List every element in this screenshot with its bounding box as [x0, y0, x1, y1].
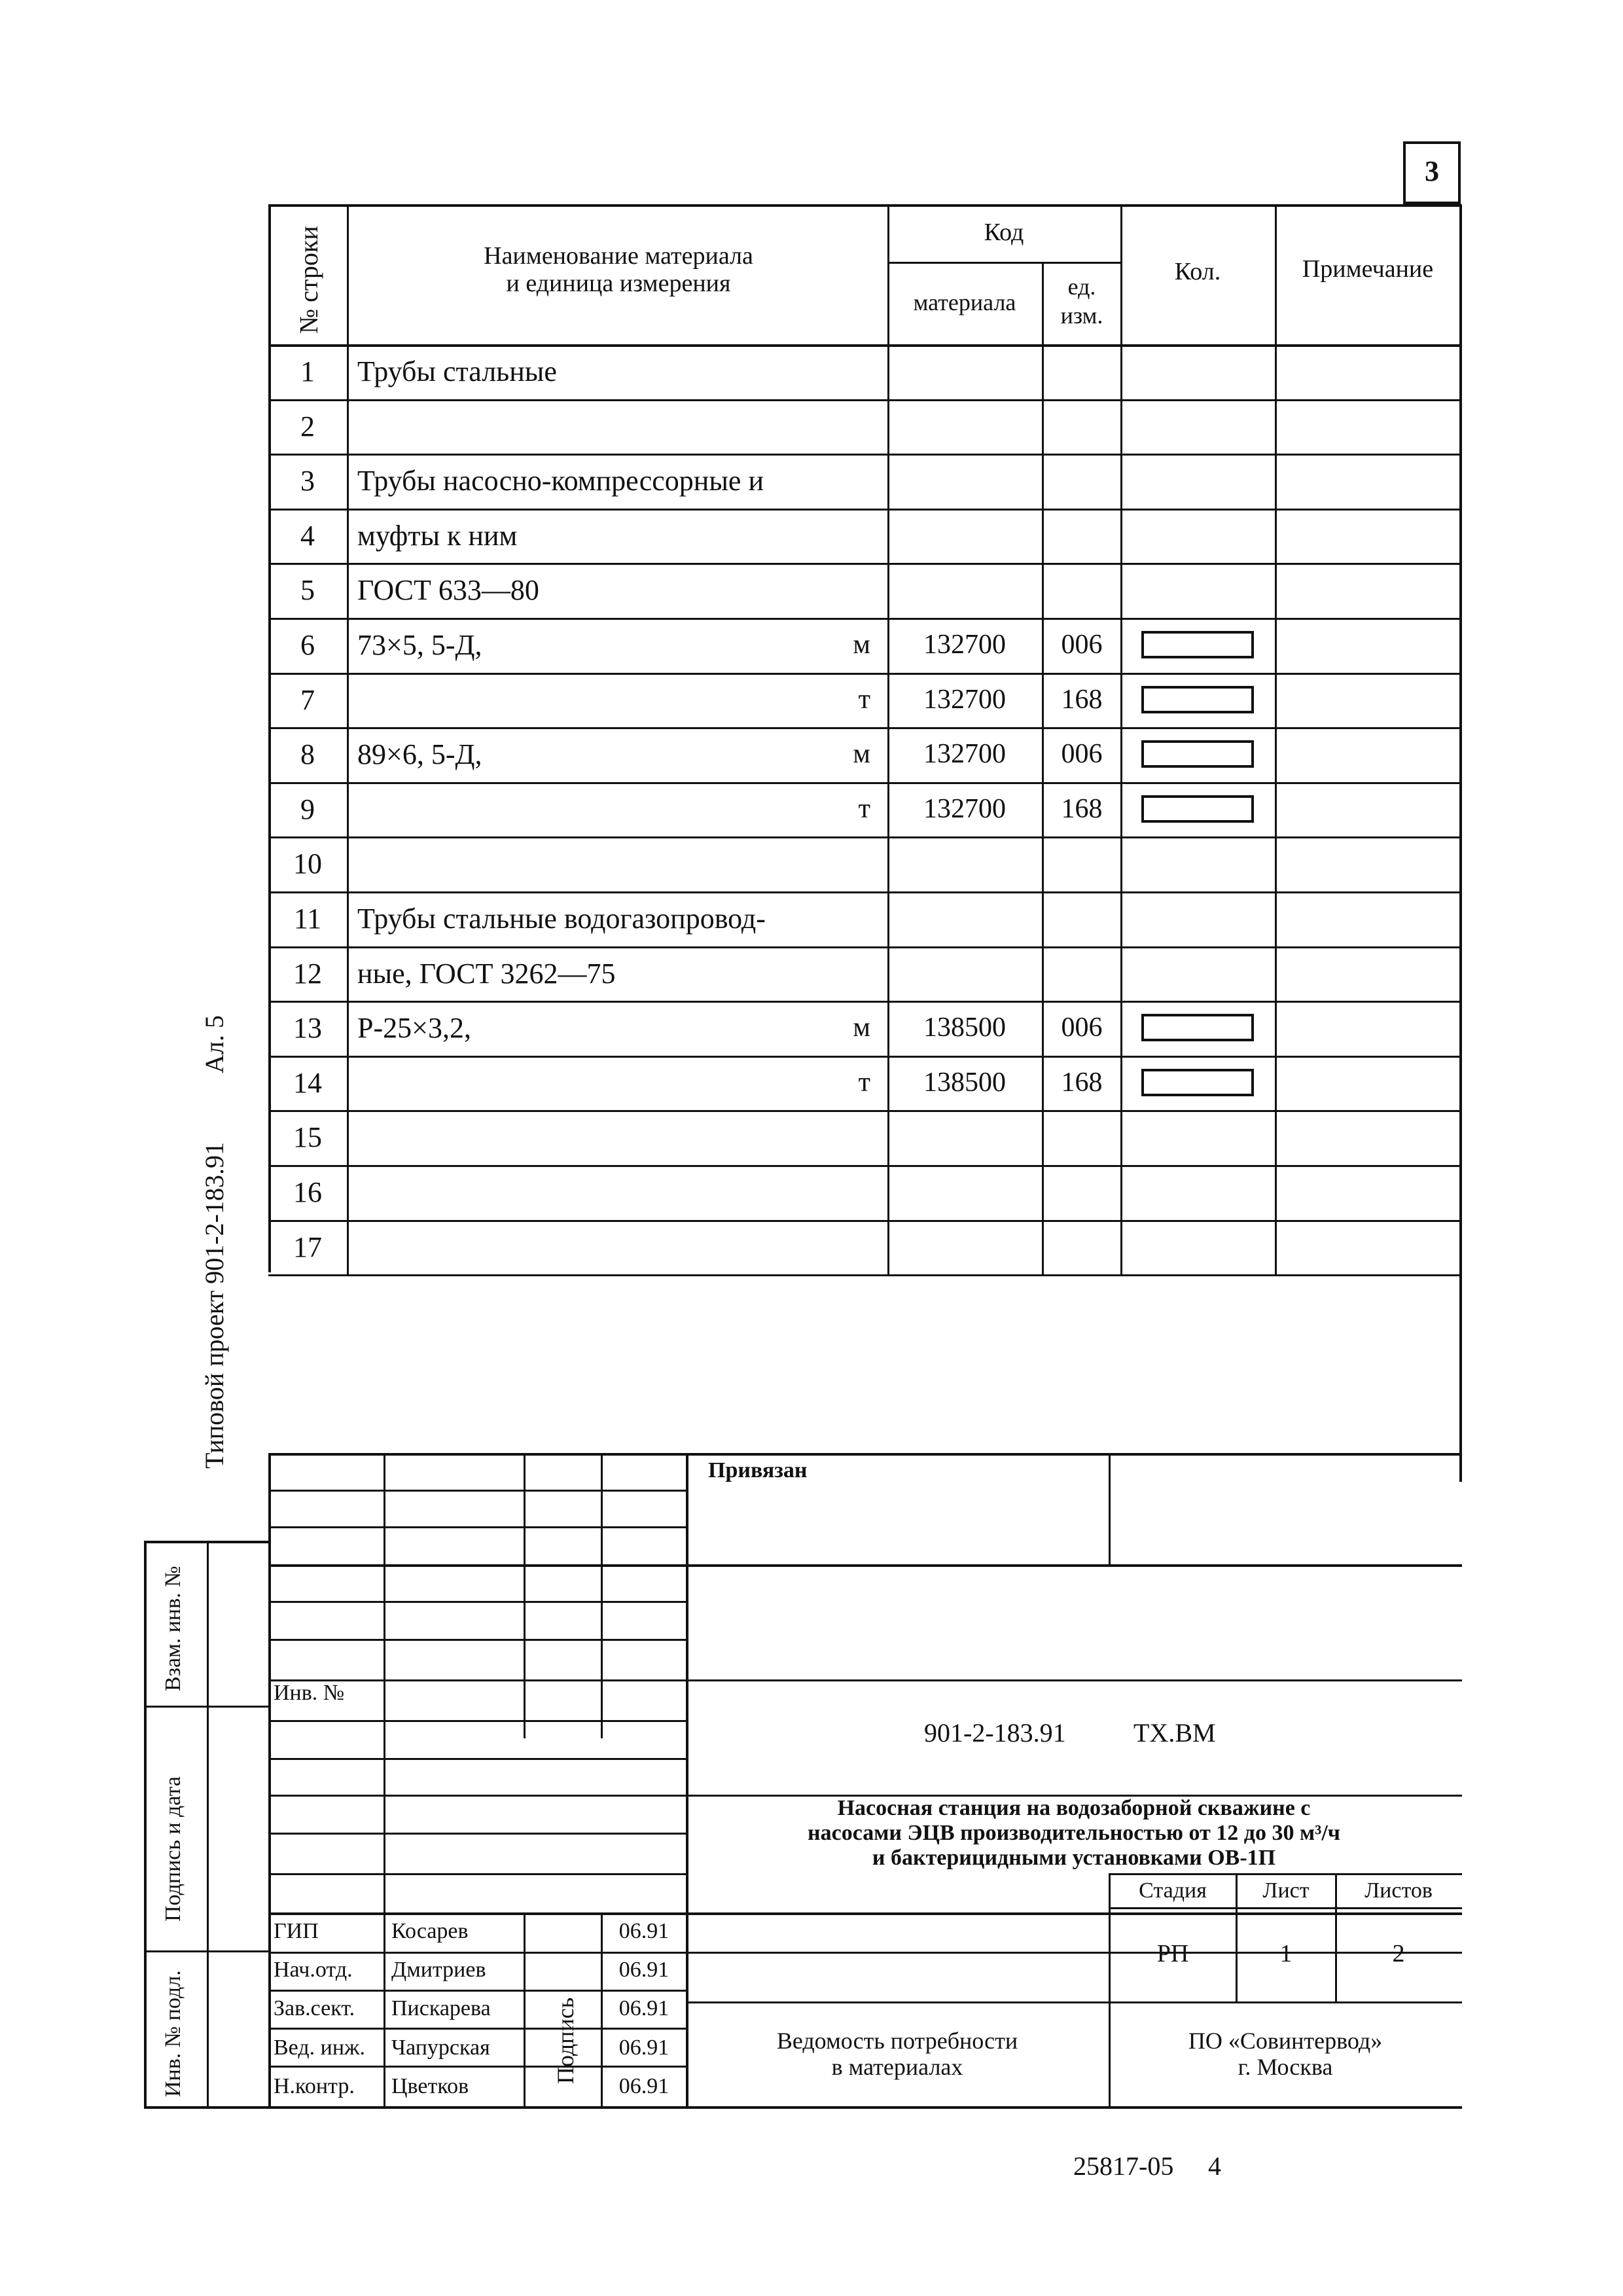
unit-code: 168	[1061, 685, 1103, 715]
org-line1: ПО «Совинтервод»	[1188, 2028, 1383, 2054]
object-title-line1: Насосная станция на водозаборной скважине с	[837, 1796, 1311, 1820]
org-line2: г. Москва	[1238, 2054, 1333, 2080]
podpis-label: Подпись	[552, 1997, 579, 2084]
unit-code: 168	[1061, 1067, 1103, 1098]
object-title-line3: и бактерицидными установками ОВ-1П	[872, 1846, 1276, 1870]
sheets-label: Листов	[1364, 1878, 1433, 1903]
inv-no-label: Инв. №	[274, 1681, 345, 1705]
side-project-label: Типовой проект 901-2-183.91	[200, 1142, 229, 1469]
row-divider	[268, 399, 1462, 401]
sheet-label: Лист	[1262, 1878, 1310, 1903]
doc-name-line1: Ведомость потребности	[776, 2028, 1018, 2054]
material-code: 132700	[923, 794, 1006, 824]
row-number: 10	[293, 848, 322, 880]
row-number: 15	[293, 1121, 322, 1153]
row-divider	[268, 891, 1462, 893]
row-divider	[268, 509, 1462, 511]
material-name: муфты к ним	[357, 520, 518, 552]
row-number: 2	[300, 410, 315, 442]
header-code: Код	[984, 219, 1024, 246]
row-divider	[268, 836, 1462, 838]
privyazan-label: Привязан	[708, 1458, 808, 1482]
unit-code: 006	[1061, 630, 1103, 660]
row-divider	[268, 782, 1462, 784]
unit-code: 006	[1061, 739, 1103, 769]
signer-name: Цветков	[391, 2074, 469, 2098]
row-divider	[268, 1001, 1462, 1003]
header-code-unit-1: ед.	[1067, 274, 1096, 300]
row-divider	[268, 1056, 1462, 1058]
doc-name-line2: в материалах	[831, 2054, 963, 2080]
header-code-material: материала	[913, 289, 1016, 315]
doc-mark: ТХ.ВМ	[1133, 1718, 1216, 1748]
footer-page: 4	[1208, 2151, 1221, 2181]
material-name: Трубы насосно-компрессорные и	[357, 465, 764, 497]
row-divider	[268, 618, 1462, 620]
signer-date: 06.91	[618, 2074, 669, 2098]
signer-date: 06.91	[618, 1958, 669, 1982]
row-divider	[268, 946, 1462, 948]
stage-label: Стадия	[1139, 1878, 1207, 1903]
header-qty: Кол.	[1174, 258, 1221, 285]
material-code: 132700	[923, 739, 1006, 769]
row-number: 13	[293, 1012, 322, 1044]
object-title-line2: насосами ЭЦВ производительностью от 12 до 30 м³/ч	[808, 1821, 1340, 1845]
material-name: Трубы стальные	[357, 355, 557, 387]
material-name: Р-25×3,2,	[357, 1012, 471, 1044]
signer-date: 06.91	[618, 2036, 669, 2060]
doc-code: 901-2-183.91	[924, 1718, 1066, 1748]
row-number: 3	[300, 465, 315, 497]
material-code: 138500	[923, 1067, 1006, 1098]
row-divider	[268, 1165, 1462, 1167]
signer-role: Н.контр.	[274, 2074, 355, 2098]
signer-role: Зав.сект.	[274, 1996, 355, 2020]
row-divider	[268, 1110, 1462, 1112]
signer-date: 06.91	[618, 1919, 669, 1943]
stage-value: РП	[1156, 1940, 1189, 1967]
row-number: 12	[293, 958, 322, 990]
material-name: 89×6, 5-Д,	[357, 738, 482, 770]
signer-name: Дмитриев	[391, 1958, 486, 1982]
signer-role: Нач.отд.	[274, 1958, 353, 1982]
unit: т	[858, 1067, 870, 1098]
row-number: 1	[300, 355, 315, 387]
signer-name: Пискарева	[391, 1996, 491, 2020]
row-divider	[268, 454, 1462, 456]
page-number: 3	[1425, 155, 1439, 187]
material-name: 73×5, 5-Д,	[357, 629, 482, 661]
quantity-box	[1141, 1069, 1254, 1096]
unit: м	[853, 739, 870, 769]
signer-date: 06.91	[618, 1996, 669, 2020]
row-divider	[268, 563, 1462, 565]
side-vzam-inv: Взам. инв. №	[161, 1566, 185, 1691]
header-row-no: № строки	[294, 226, 323, 334]
side-album-label: Ал. 5	[200, 1015, 229, 1073]
material-name: ГОСТ 633—80	[357, 574, 539, 606]
footer-code: 25817-05	[1073, 2151, 1174, 2181]
row-number: 4	[300, 520, 315, 552]
unit: т	[858, 794, 870, 824]
row-number: 14	[293, 1067, 322, 1099]
unit: т	[858, 685, 870, 715]
material-code: 132700	[923, 685, 1006, 715]
unit: м	[853, 1013, 870, 1043]
unit-code: 168	[1061, 794, 1103, 824]
material-code: 132700	[923, 630, 1006, 660]
side-inv-podl: Инв. № подл.	[161, 1970, 185, 2097]
signer-role: Вед. инж.	[274, 2036, 366, 2060]
row-divider	[268, 727, 1462, 729]
row-number: 6	[300, 629, 315, 661]
side-podpis-data: Подпись и дата	[161, 1776, 185, 1922]
quantity-box	[1141, 740, 1254, 768]
unit: м	[853, 630, 870, 660]
header-note: Примечание	[1302, 255, 1434, 283]
quantity-box	[1141, 1014, 1254, 1041]
quantity-box	[1141, 795, 1254, 823]
material-code: 138500	[923, 1013, 1006, 1043]
header-name-line1: Наименование материала	[484, 242, 753, 270]
row-number: 16	[293, 1176, 322, 1208]
row-number: 17	[293, 1231, 322, 1263]
quantity-box	[1141, 686, 1254, 713]
material-name: Трубы стальные водогазопровод-	[357, 903, 766, 935]
signer-role: ГИП	[274, 1919, 319, 1943]
sheet-value: 1	[1279, 1940, 1293, 1967]
row-number: 9	[300, 793, 315, 825]
row-number: 5	[300, 574, 315, 606]
material-name: ные, ГОСТ 3262—75	[357, 958, 616, 990]
header-name-line2: и единица измерения	[506, 270, 731, 297]
header-code-unit-2: изм.	[1060, 302, 1103, 329]
row-number: 7	[300, 684, 315, 716]
quantity-box	[1141, 631, 1254, 658]
signer-name: Чапурская	[391, 2036, 490, 2060]
unit-code: 006	[1061, 1013, 1103, 1043]
sheets-value: 2	[1392, 1940, 1405, 1967]
row-divider	[268, 1274, 1462, 1276]
row-divider	[268, 1220, 1462, 1222]
row-divider	[268, 673, 1462, 675]
signer-name: Косарев	[391, 1919, 469, 1943]
row-number: 8	[300, 738, 315, 770]
row-number: 11	[293, 903, 322, 935]
